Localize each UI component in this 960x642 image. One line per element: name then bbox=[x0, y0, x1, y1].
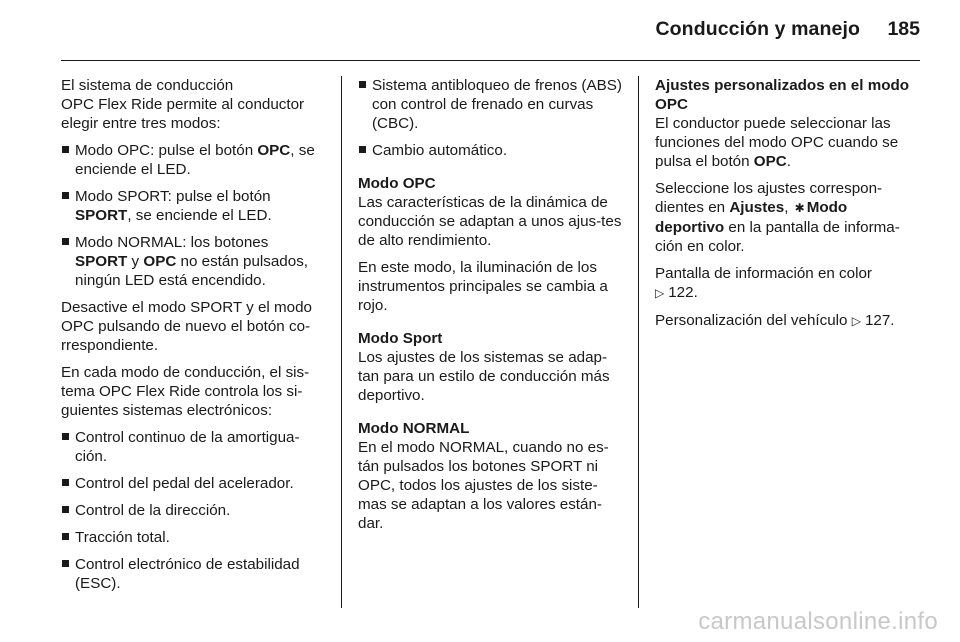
paragraph bbox=[655, 264, 919, 303]
list-item bbox=[61, 187, 327, 225]
modes-list bbox=[61, 141, 327, 290]
column-divider bbox=[341, 76, 342, 608]
section-heading: Ajustes personalizados en el modo OPC bbox=[655, 77, 910, 113]
text: Pantalla de información en color bbox=[655, 265, 872, 282]
list-item: Control continuo de la amortigua-ción. bbox=[61, 428, 327, 466]
button-name: OPC bbox=[753, 153, 787, 170]
button-name: SPORT bbox=[75, 207, 128, 224]
menu-name: Modo deportivo bbox=[655, 199, 848, 236]
text: , bbox=[784, 199, 793, 216]
header-rule bbox=[61, 60, 920, 61]
list-item bbox=[61, 141, 327, 179]
watermark: carmanualsonline.info bbox=[698, 608, 938, 635]
systems-intro: En cada modo de conducción, el sis-tema OPC Flex Ride controla los si-guientes sistemas electrónicos: bbox=[61, 364, 310, 419]
text: El conductor puede seleccionar las funciones del modo OPC cuando se pulsa el botón bbox=[655, 115, 899, 170]
column-divider bbox=[638, 76, 639, 608]
button-name: SPORT bbox=[75, 253, 128, 270]
text: . bbox=[786, 153, 791, 170]
button-name: OPC bbox=[143, 253, 177, 270]
systems-list bbox=[61, 428, 327, 593]
intro-line: El sistema de conducción bbox=[61, 77, 234, 94]
text: y bbox=[127, 253, 144, 270]
list-item: Control electrónico de estabilidad (ESC). bbox=[61, 555, 327, 593]
page-reference-icon: ▷ bbox=[655, 286, 665, 300]
paragraph: En este modo, la iluminación de los instrumentos principales se cambia a rojo. bbox=[358, 259, 608, 314]
menu-name: Ajustes bbox=[729, 199, 785, 216]
section-heading: Modo Sport bbox=[358, 330, 443, 347]
paragraph bbox=[655, 114, 919, 171]
text: , se enciende el LED. bbox=[127, 207, 272, 224]
page-title: Conducción y manejo bbox=[655, 18, 860, 40]
section-heading: Modo OPC bbox=[358, 175, 436, 192]
text: Seleccione los ajustes correspon-dientes en bbox=[655, 180, 883, 216]
systems-list-continued bbox=[358, 76, 624, 160]
page-reference: 122. bbox=[668, 284, 698, 301]
text: no están pulsados, ningún LED está encendido. bbox=[75, 253, 309, 289]
page-number: 185 bbox=[887, 18, 920, 40]
column-2 bbox=[358, 76, 624, 541]
paragraph: Los ajustes de los sistemas se adap-tan para un estilo de conducción más deportivo. bbox=[358, 349, 610, 404]
list-item: Tracción total. bbox=[61, 528, 327, 547]
button-name: OPC bbox=[257, 142, 291, 159]
text: Modo NORMAL: los botones bbox=[75, 234, 269, 251]
paragraph: Las características de la dinámica de conducción se adaptan a unos ajus-tes de alto rendimiento. bbox=[358, 194, 622, 249]
text: Modo SPORT: pulse el botón bbox=[75, 188, 271, 205]
text: en la pantalla de informa-ción en color. bbox=[655, 219, 900, 255]
text: , se enciende el LED. bbox=[75, 142, 315, 178]
deactivate-paragraph: Desactive el modo SPORT y el modo OPC pulsando de nuevo el botón co-rrespondiente. bbox=[61, 299, 312, 354]
intro-paragraph bbox=[61, 76, 327, 133]
intro-line: OPC Flex Ride permite al conductor elegir entre tres modos: bbox=[61, 96, 305, 132]
paragraph bbox=[655, 311, 919, 331]
list-item: Cambio automático. bbox=[358, 141, 624, 160]
section-heading: Modo NORMAL bbox=[358, 420, 470, 437]
text: Modo OPC: pulse el botón bbox=[75, 142, 258, 159]
paragraph: En el modo NORMAL, cuando no es-tán pulsados los botones SPORT ni OPC, todos los ajustes de los siste-mas se adaptan a los valores están-dar. bbox=[358, 439, 609, 532]
list-item: Sistema antibloqueo de frenos (ABS) con control de frenado en curvas (CBC). bbox=[358, 76, 624, 133]
column-1 bbox=[61, 76, 327, 601]
column-3 bbox=[655, 76, 919, 339]
page-reference-icon: ▷ bbox=[851, 314, 861, 328]
paragraph bbox=[655, 179, 919, 256]
text: Personalización del vehículo bbox=[655, 312, 848, 329]
gear-icon: ✱ bbox=[794, 201, 805, 215]
list-item: Control de la dirección. bbox=[61, 501, 327, 520]
list-item: Control del pedal del acelerador. bbox=[61, 474, 327, 493]
page-reference: 127. bbox=[864, 312, 895, 329]
list-item bbox=[61, 233, 327, 290]
